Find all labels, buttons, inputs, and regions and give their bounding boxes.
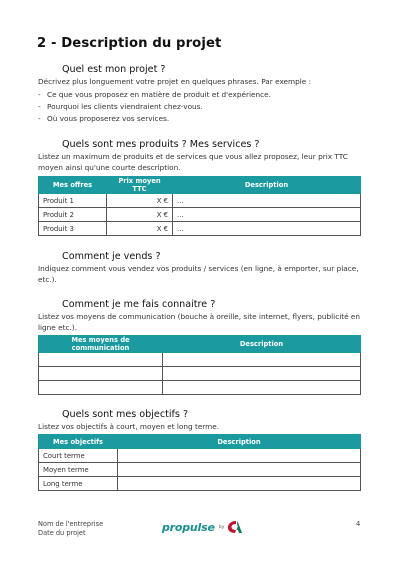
page-title: 2 - Description du projet	[37, 36, 222, 51]
propulse-logo	[162, 519, 243, 535]
page-number: 4	[356, 520, 361, 528]
footer-info	[38, 520, 103, 538]
column-header: Description	[173, 177, 361, 194]
footer-date: Date du projet	[38, 528, 86, 537]
table-row	[39, 353, 361, 367]
table-cell[interactable]	[39, 381, 163, 395]
products-table	[38, 176, 361, 236]
section-intro-objectifs: Listez vos objectifs à court, moyen et long terme.	[38, 422, 220, 431]
section-heading-communication: Comment je me fais connaitre ?	[62, 299, 216, 310]
footer-company: Nom de l'entreprise	[38, 520, 104, 528]
section-intro-produits: Listez un maximum de produits et de services que vous allez proposez, leur prix TTC moyen ainsi qu'une courte description.	[38, 152, 348, 172]
table-cell[interactable]: Long terme	[39, 477, 118, 491]
column-header: Description	[118, 435, 361, 449]
logo-by: by	[218, 524, 225, 530]
table-cell[interactable]: Moyen terme	[39, 463, 118, 477]
communication-table	[38, 335, 361, 395]
table-cell[interactable]: X €	[107, 208, 173, 222]
table-cell[interactable]	[118, 463, 361, 477]
objectives-table	[38, 434, 361, 491]
bullet-item: - Ce que vous proposez en matière de produit et d'expérience.	[38, 90, 271, 99]
table-cell[interactable]: X €	[107, 222, 173, 236]
table-row	[39, 208, 361, 222]
section-heading-projet: Quel est mon projet ?	[62, 64, 166, 75]
table-row	[39, 381, 361, 395]
table-cell[interactable]	[39, 353, 163, 367]
column-header: Description	[163, 336, 361, 353]
section-intro-communication: Listez vos moyens de communication (bouche à oreille, site internet, flyers, publicité en ligne etc.).	[38, 312, 361, 332]
table-cell[interactable]: ...	[173, 208, 361, 222]
table-row	[39, 477, 361, 491]
table-cell[interactable]	[163, 381, 361, 395]
table-cell[interactable]	[163, 353, 361, 367]
column-header: Mes offres	[39, 177, 107, 194]
table-header-row	[39, 435, 361, 449]
column-header: Mes moyens de communication	[39, 336, 163, 353]
table-cell[interactable]	[118, 477, 361, 491]
bullet-item: - Pourquoi les clients viendraient chez-vous.	[38, 102, 203, 111]
table-cell[interactable]	[39, 367, 163, 381]
section-heading-produits: Quels sont mes produits ? Mes services ?	[62, 139, 260, 150]
section-intro-projet: Décrivez plus longuement votre projet en quelques phrases. Par exemple :	[38, 77, 312, 86]
credit-agricole-logo-icon	[227, 520, 243, 534]
section-intro-vente: Indiquez comment vous vendez vos produits / services (en ligne, à emporter, sur place, etc.).	[38, 264, 359, 284]
table-cell[interactable]	[118, 449, 361, 463]
column-header: Mes objectifs	[39, 435, 118, 449]
column-header: Prix moyen TTC	[107, 177, 173, 194]
table-row	[39, 194, 361, 208]
table-cell[interactable]: ...	[173, 194, 361, 208]
table-row	[39, 222, 361, 236]
table-header-row	[39, 177, 361, 194]
table-cell[interactable]: ...	[173, 222, 361, 236]
logo-text: propulse	[162, 520, 215, 534]
table-cell[interactable]: Court terme	[39, 449, 118, 463]
section-heading-objectifs: Quels sont mes objectifs ?	[62, 409, 189, 420]
table-cell[interactable]: X €	[107, 194, 173, 208]
bullet-item: - Où vous proposerez vos services.	[38, 114, 170, 123]
table-cell[interactable]	[163, 367, 361, 381]
table-cell[interactable]: Produit 2	[39, 208, 107, 222]
table-row	[39, 463, 361, 477]
table-header-row	[39, 336, 361, 353]
table-cell[interactable]: Produit 3	[39, 222, 107, 236]
table-row	[39, 449, 361, 463]
table-cell[interactable]: Produit 1	[39, 194, 107, 208]
table-row	[39, 367, 361, 381]
section-heading-vente: Comment je vends ?	[62, 251, 161, 262]
